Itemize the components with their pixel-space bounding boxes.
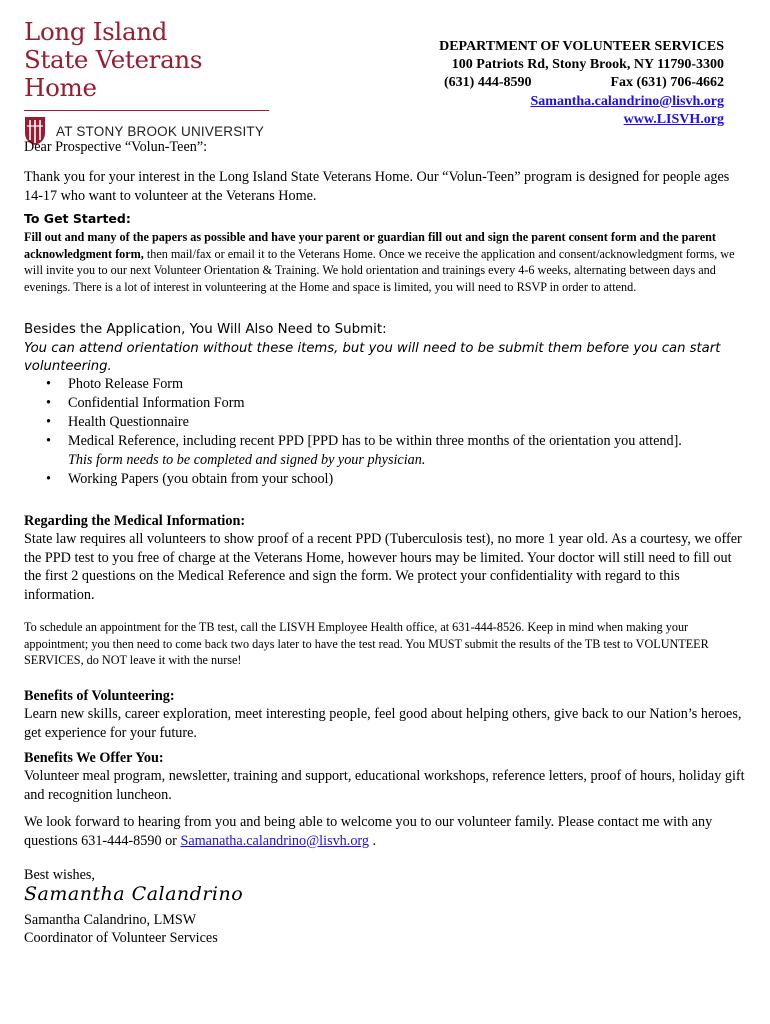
get-started-bold-lead: Fill out and many of the papers as possible and have your parent or guardian fill out and sign the parent consent form and the parent acknowledgment form,	[24, 230, 716, 261]
offer-heading: Benefits We Offer You:	[24, 750, 164, 766]
submit-subheading: You can attend orientation without these items, but you will need to be submit them before you can start volunteering.	[24, 341, 721, 374]
get-started-text: then mail/fax or email it to the Veterans Home. Once we receive the application and consent/acknowledgment forms, we will invite you to our next Volunteer Orientation & Training. We hold orientation and trainings every 4-6 weeks, alternating between days and evenings. There is a lot of interest in volunteering at the Home and space is limited, you will need to RSVP in order to attend.	[24, 246, 735, 294]
medical-paragraph: State law requires all volunteers to show proof of a recent PPD (Tuberculosis test), no more 1 year old. As a courtesy, we offer the PPD test to you free of charge at the Veterans Home, however hours may be limited. Your doctor will still need to fill out the first 2 questions on the Medical Reference and sign the form. We protect your confidentiality with regard to this information.	[24, 531, 742, 603]
benefits-paragraph: Learn new skills, career exploration, meet interesting people, feel good about helping others, give back to our Nation’s heroes, get experience for your future.	[24, 706, 742, 741]
sign-off: Best wishes,	[24, 867, 95, 883]
contact-email-link[interactable]: Samanatha.calandrino@lisvh.org	[180, 832, 369, 849]
department-website-link[interactable]: www.LISVH.org	[623, 111, 724, 127]
list-item: • Health Questionnaire	[46, 414, 189, 430]
signer-name: Samantha Calandrino, LMSW	[24, 912, 197, 928]
submit-heading: Besides the Application, You Will Also Need to Submit:	[24, 322, 387, 337]
lisvh-logo	[24, 18, 274, 146]
get-started-paragraph	[24, 229, 748, 295]
tb-test-paragraph: To schedule an appointment for the TB test, call the LISVH Employee Health office, at 631-444-8526. Keep in mind when making your appointment; you then need to come back two days later to have the test read. You MUST submit the results of the TB test to VOLUNTEER SERVICES, do NOT leave it with the nurse!	[24, 620, 709, 667]
benefits-heading: Benefits of Volunteering:	[24, 688, 175, 704]
intro-paragraph: Thank you for your interest in the Long Island State Veterans Home. Our “Volun-Teen” program is designed for people ages 14-17 who want to volunteer at the Veterans Home.	[24, 169, 730, 204]
department-header	[439, 38, 724, 129]
submit-list-container	[24, 375, 748, 489]
medical-heading: Regarding the Medical Information:	[24, 513, 246, 529]
department-fax: Fax (631) 706-4662	[610, 75, 724, 91]
logo-line1: Long Island	[24, 17, 168, 46]
medical-reference-note: This form needs to be completed and signed by your physician.	[68, 452, 426, 468]
list-item: • Confidential Information Form	[46, 395, 245, 411]
department-email-link[interactable]: Samantha.calandrino@lisvh.org	[530, 93, 724, 109]
list-item: • Medical Reference, including recent PPD [PPD has to be within three months of the orientation you attend]. This form needs to be completed and signed by your physician.	[46, 433, 682, 468]
greeting: Dear Prospective “Volun-Teen”:	[24, 139, 208, 155]
required-items-list	[24, 375, 748, 489]
offer-paragraph: Volunteer meal program, newsletter, training and support, educational workshops, reference letters, proof of hours, holiday gift and recognition luncheon.	[24, 768, 745, 803]
department-phone: (631) 444-8590	[444, 75, 532, 91]
logo-university-text: AT STONY BROOK UNIVERSITY	[56, 123, 265, 139]
list-item: • Working Papers (you obtain from your school)	[46, 471, 334, 487]
list-item: • Photo Release Form	[46, 376, 184, 392]
handwritten-signature: Samantha Calandrino	[24, 883, 244, 905]
closing-paragraph: We look forward to hearing from you and being able to welcome you to our volunteer family. Please contact me with any questions 631-444-8590 or Samanatha.calandrino@lisvh.org .	[24, 814, 713, 849]
department-address: 100 Patriots Rd, Stony Brook, NY 11790-3300	[451, 57, 724, 73]
logo-line2: State Veterans Home	[24, 45, 203, 102]
department-name: DEPARTMENT OF VOLUNTEER SERVICES	[439, 39, 724, 54]
department-contact-row	[444, 74, 724, 92]
signer-title: Coordinator of Volunteer Services	[24, 930, 218, 946]
get-started-heading: To Get Started:	[24, 211, 131, 226]
logo-divider	[24, 110, 269, 111]
